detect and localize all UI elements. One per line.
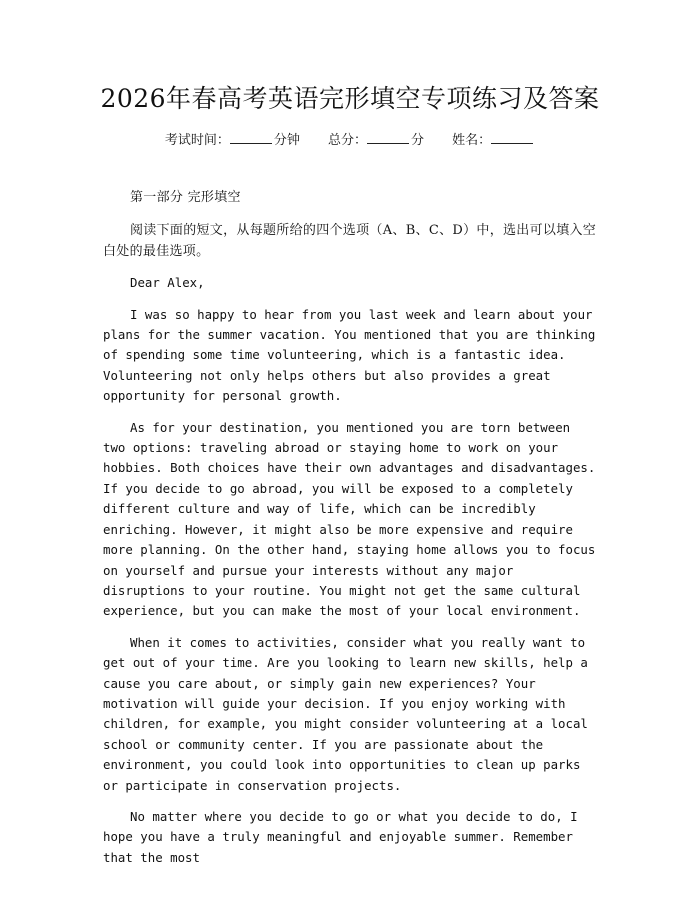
letter-paragraph: When it comes to activities, consider what you really want to get out of your time. Are you looking to learn new skills, help a cause you care about, or simply gain new experiences? Your motivation will guide your decision. If you enjoy working with children, for example, you might consider volunteering at a local school or community center. If you are passionate about the environment, you could look into opportunities to clean up parks or participate in conservation projects. [103, 634, 588, 793]
total-score-blank [367, 130, 409, 144]
instructions: 阅读下面的短文，从每题所给的四个选项（A、B、C、D）中，选出可以填入空白处的最佳选项。 [103, 223, 597, 259]
section-heading: 第一部分 完形填空 [130, 190, 241, 205]
total-score-unit: 分 [411, 133, 425, 148]
letter-greeting: Dear Alex, [130, 275, 205, 291]
student-name-blank [491, 130, 533, 144]
document-body [103, 188, 599, 879]
exam-time-label: 考试时间： [164, 133, 230, 148]
student-name-field [452, 130, 535, 151]
total-score-field [328, 130, 424, 151]
letter-paragraph: I was so happy to hear from you last week and learn about your plans for the summer vacation. You mentioned that you are thinking of spending some time volunteering, which is a fantastic idea. Volunteering not only helps others but also provides a great opportunity for personal growth. [103, 306, 596, 404]
document-title: 2026年春高考英语完形填空专项练习及答案 [100, 84, 600, 113]
letter-paragraph: No matter where you decide to go or what you decide to do, I hope you have a truly meaningful and enjoyable summer. Remember that the most [103, 808, 578, 865]
exam-time-unit: 分钟 [273, 133, 300, 148]
total-score-label: 总分： [327, 133, 367, 148]
exam-info-line [0, 130, 700, 151]
student-name-label: 姓名： [452, 133, 492, 148]
exam-time-field [165, 130, 300, 151]
letter-paragraph: As for your destination, you mentioned you are torn between two options: traveling abroad or staying home to work on your hobbies. Both choices have their own advantages and disadvantages. If you decide to go abroad, you will be exposed to a completely different culture and way of life, which can be incredibly enriching. However, it might also be more expensive and require more planning. On the other hand, staying home allows you to focus on yourself and pursue your interests without any major disruptions to your routine. You might not get the same cultural experience, but you can make the most of your local environment. [103, 419, 596, 619]
exam-time-blank [230, 130, 272, 144]
